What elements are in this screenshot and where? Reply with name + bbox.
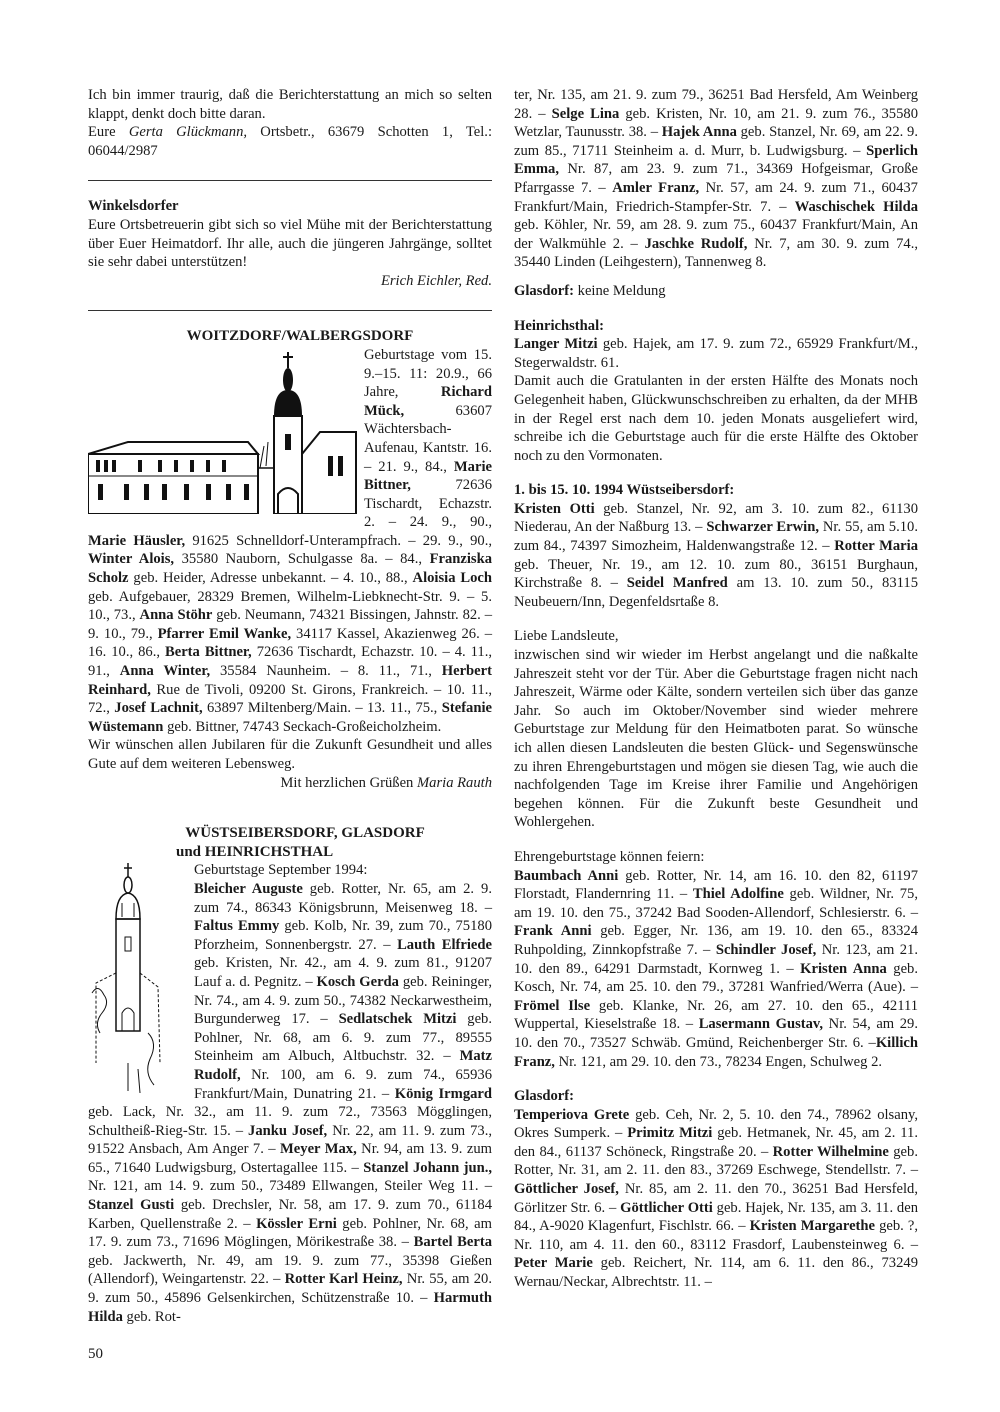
glasdorf-no-report: Glasdorf: keine Meldung xyxy=(514,282,666,299)
honor-birthdays-intro: Ehrengeburtstage können feiern: xyxy=(514,848,705,865)
chapel-illustration xyxy=(88,863,188,1095)
intro-signature: Eure Gerta Glückmann, Ortsbetr., 63679 Schotten 1, Tel.: 06044/2987 xyxy=(88,124,492,159)
church-illustration xyxy=(88,346,358,514)
heinrichsthal-note: Damit auch die Gratulanten in der ersten Hälfte des Monats noch Gelegenheit haben, Glückwunschschreiben zu erhalten, da der MHB in der Regel erst nach dem 10. jeden Monats ausgeliefert wird, schreibe ich die Geburtstage auch für die erste Hälfte des Oktober noch zu den Vormonaten. xyxy=(514,373,918,464)
page-number: 50 xyxy=(88,1346,103,1362)
winkelsdorfer-text: Eure Ortsbetreuerin gibt sich so viel Mühe mit der Berichterstattung über Euer Heimatdorf. Ihr alle, auch die jüngeren Jahrgänge, solltet sie sehr dabei unterstützen! xyxy=(88,216,492,271)
woitzdorf-wishes: Wir wünschen allen Jubilaren für die Zukunft Gesundheit und alles Gute auf dem weiteren Lebensweg. xyxy=(88,737,492,772)
chapel-drawing-icon xyxy=(88,863,188,1095)
heinrichsthal-label: Heinrichsthal: xyxy=(514,317,604,334)
honor-birthdays: Baumbach Anni geb. Rotter, Nr. 14, am 16. 10. den 82, 61197 Florstadt, Flandernring 11. – Thiel Adolfine geb. Wildner, Nr. 75, am 19. 10. den 75., 37242 Bad Sooden-Allendorf, Schlesierstr. 6. – Frank Anni geb. Egger, Nr. 136, am 19. 10. den 65., 83324 Ruhpolding, Zinnkopfstraße 7. – Schindler Josef, Nr. 123, am 21. 10. den 89., 64291 Darmstadt, Kornweg 1. – Kristen Anna geb. Kosch, Nr. 74, am 25. 10. den 79., 37281 Wanfried/Werra (Aue). – Frömel Ilse geb. Klanke, Nr. 26, am 27. 10. den 65., 42111 Wuppertal, Kieselstraße 18. – Lasermann Gustav, Nr. 54, am 29. 10. den 70., 73527 Schwäb. Gmünd, Reichenberger Str. 6. –Killich Franz, Nr. 121, am 29. 10. den 73., 78234 Engen, Schulweg 2. xyxy=(514,867,919,1070)
left-column xyxy=(88,86,492,1326)
october-birthdays: Kristen Otti geb. Stanzel, Nr. 92, am 3. 10. zum 82., 61130 Niederau, An der Naßburg 13. – Schwarzer Erwin, Nr. 55, am 5.10. zum 84., 74397 Simozheim, Haldenwangstraße 12. – Rotter Maria geb. Theuer, Nr. 19., am 12. 10. zum 80., 36151 Burghaun, Kirchstraße 8. – Seidel Manfred am 13. 10. zum 50., 83115 Neubeuern/Inn, Degenfeldsrtaße 8. xyxy=(514,500,919,610)
divider xyxy=(88,310,492,311)
birthday-continuation: ter, Nr. 135, am 21. 9. zum 79., 36251 Bad Hersfeld, Am Weinberg 28. – Selge Lina geb. Kristen, Nr. 10, am 21. 9. zum 76., 35580 Wetzlar, Taunusstr. 38. – Hajek Anna geb. Stanzel, Nr. 69, am 22. 9. zum 85., 71711 Steinheim a. d. Murr, b. Ludwigsburg. – Sperlich Emma, Nr. 87, am 23. 9. zum 71., 34369 Hofgeismar, Große Pfarrgasse 7. – Amler Franz, Nr. 57, am 24. 9. zum 71., 60437 Frankfurt/Main, Friedrich-Stampfer-Str. 7. – Waschischek Hilda geb. Köhler, Nr. 59, am 28. 9. zum 75., 60437 Frankfurt/Main, An der Walkmühle 2. – Jaschke Rudolf, Nr. 7, am 30. 9. zum 74., 35440 Linden (Leihgestern), Tannenweg 8. xyxy=(514,87,918,271)
intro-paragraph: Ich bin immer traurig, daß die Berichterstattung an mich so selten klappt, denkt doch bitte daran. xyxy=(88,87,492,122)
woitzdorf-heading: WOITZDORF/WALBERGSDORF xyxy=(186,328,414,345)
wuestseibersdorf-birthdays: Bleicher Auguste geb. Rotter, Nr. 65, am 2. 9. zum 74., 86343 Königsbrunn, Meisenweg 18. – Faltus Emmy geb. Kolb, Nr. 39, zum 70., 75180 Pforzheim, Sonnenbergstr. 27. – Lauth Elfriede geb. Kristen, Nr. 42., am 4. 9. zum 81., 91207 Lauf a. d. Pegnitz. – Kosch Gerda geb. Reininger, Nr. 74., am 4. 9. zum 50., 74382 Neckarwestheim, Burgunderweg 17. – Sedlatschek Mitzi geb. Pohlner, Nr. 68, am 6. 9. zum 77., 89555 Steinheim am Albuch, Altbuchstr. 32. – Matz Rudolf, Nr. 100, am 6. 9. zum 74., 65936 Frankfurt/Main, Dunatring 21. – König Irmgard geb. Lack, Nr. 32., am 11. 9. zum 72., 73563 Mögglingen, Schultheiß-Rieg-Str. 15. – Janku Josef, Nr. 22, am 11. 9. zum 73., 91522 Ansbach, Am Anger 7. – Meyer Max, Nr. 94, am 13. 9. zum 65., 71640 Ludwigsburg, Ostertagallee 115. – Stanzel Johann jun., Nr. 121, am 14. 9. zum 50., 73489 Ellwangen, Steiler Weg 11. – Stanzel Gusti geb. Drechsler, Nr. 58, am 17. 9. zum 70., 61184 Karben, Quellenstraße 2. – Kössler Erni geb. Pohlner, Nr. 68, am 17. 9. zum 73., 71696 Möglingen, Mörikestraße 38. – Bartel Berta geb. Jackwerth, Nr. 49, am 19. 9. zum 77., 35398 Gießen (Allendorf), Weingartenstr. 22. – Rotter Karl Heinz, Nr. 55, am 20. 9. zum 50., 45896 Gelsenkirchen, Schützenstraße 10. – Harmuth Hilda geb. Rot- xyxy=(88,880,493,1325)
woitzdorf-section xyxy=(88,346,492,736)
heinrichsthal-heading: und HEINRICHSTHAL xyxy=(176,843,334,860)
woitzdorf-signature: Mit herzlichen Grüßen Maria Rauth xyxy=(280,774,492,791)
winkelsdorfer-signature: Erich Eichler, Red. xyxy=(380,272,492,289)
glasdorf-heading: Glasdorf: xyxy=(514,1088,574,1105)
letter-body: inzwischen sind wir wieder im Herbst angelangt und die naßkalte Jahreszeit steht vor der Tür. Aber die Geburtstage fragen nicht nach Jahreszeit, Wärme oder Kälte, sondern verteilen sich über das ganze Jahr. So auch im Oktober/November sind wieder mehrere Geburtstage zur Meldung für den Heimatboten parat. So wünsche ich allen diesen Landsleuten die besten Glück- und Segenswünsche zu ihren Ehrengeburtstagen und mögen sie diesen Tag, wie auch die nachfolgenden Tage im Kreise ihrer Familie und Angehörigen begehen können. Für die Zukunft beste Gesundheit und Wohlergehen. xyxy=(514,647,918,831)
glasdorf-birthdays: Temperiova Grete geb. Ceh, Nr. 2, 5. 10. den 74., 78962 olsany, Okres Sumperk. – Primitz Mitzi geb. Hetmanek, Nr. 45, am 2. 11. den 84., 61137 Schöneck, Ringstraße 20. – Rotter Wilhelmine geb. Rotter, Nr. 31, am 2. 11. den 83., 37269 Eschwege, Stendellstr. 7. – Göttlicher Josef, Nr. 85, am 2. 11. den 70., 36251 Bad Hersfeld, Görlitzer Str. 6. – Göttlicher Otti geb. Hajek, Nr. 135, am 3. 11. den 84., A-9020 Klagenfurt, Fischlstr. 66. – Kristen Margarethe geb. ?, Nr. 110, am 4. 11. den 60., 83112 Frasdorf, Laubensteinweg 6. – Peter Marie geb. Reichert, Nr. 114, am 6. 11. den 86., 73249 Wernau/Neckar, Albrechtstr. 11. – xyxy=(514,1106,918,1291)
right-column xyxy=(514,86,918,1292)
september-subheading: Geburtstage September 1994: xyxy=(194,862,368,879)
letter-salutation: Liebe Landsleute, xyxy=(514,628,619,645)
winkelsdorfer-heading: Winkelsdorfer xyxy=(88,198,179,215)
heinrichsthal-birthdays: Langer Mitzi geb. Hajek, am 17. 9. zum 72., 65929 Frankfurt/M., Stegerwaldstr. 61. xyxy=(514,336,918,371)
october-heading: 1. bis 15. 10. 1994 Wüstseibersdorf: xyxy=(514,482,735,499)
church-drawing-icon xyxy=(88,346,358,514)
wuestseibersdorf-heading: WÜSTSEIBERSDORF, GLASDORF xyxy=(185,825,425,842)
wuestseibersdorf-section xyxy=(88,861,492,1326)
divider xyxy=(88,180,492,181)
woitzdorf-birthdays: Geburtstage vom 15. 9.–15. 11: 20.9., 66 Jahre, Richard Mück, 63607 Wächtersbach-Aufenau, Kantstr. 16. – 21. 9., 84., Marie Bittner, 72636 Tischardt, Echazstr. 2. – 24. 9., 90., Marie Häusler, 91625 Schnelldorf-Unterampfrach. – 29. 9., 90., Winter Alois, 35580 Nauborn, Schulgasse 8a. – 84., Franziska Scholz geb. Heider, Adresse unbekannt. – 4. 10., 88., Aloisia Loch geb. Aufgebauer, 28329 Bremen, Wilhelm-Liebknecht-Str. 9. – 5. 10., 73., Anna Stöhr geb. Neumann, 74321 Bissingen, Jahnstr. 82. – 9. 10., 79., Pfarrer Emil Wanke, 34117 Kassel, Akazienweg 26. – 16. 10., 86., Berta Bittner, 72636 Tischardt, Echazstr. 10. – 4. 11., 91., Anna Winter, 35584 Naunheim. – 8. 11., 71., Herbert Reinhard, Rue de Tivoli, 09200 St. Girons, Frankreich. – 10. 11., 72., Josef Lachnit, 63897 Miltenberg/Main. – 13. 11., 75., Stefanie Wüstemann geb. Bittner, 74743 Seckach-Großeicholzheim. xyxy=(88,346,493,735)
